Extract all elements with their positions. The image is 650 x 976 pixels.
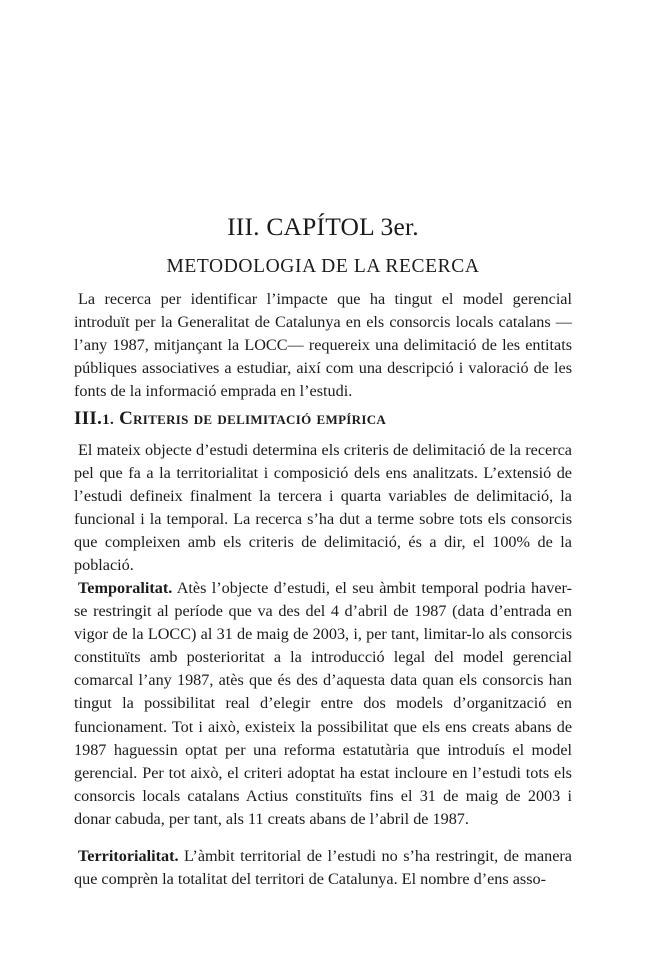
section-heading: [74, 408, 572, 430]
temporalitat-paragraph: [74, 577, 572, 831]
section-paragraph: El mateix objecte d’estudi determina els criteris de delimitació de la recerca pel que fa a la territorialitat i composició dels ens analitzats. L’extensió de l’estudi defineix finalment la tercera i quarta variables de delimitació, la funcional i la temporal. La recerca s’ha dut a terme sobre tots els consorcis que compleixen amb els criteris de delimitació, és a dir, el 100% de la població.: [74, 441, 572, 575]
territorialitat-paragraph: [74, 845, 572, 891]
intro-paragraph: La recerca per identificar l’impacte que ha tingut el model gerencial introduït per la Generalitat de Catalunya en els consorcis locals catalans —l’any 1987, mitjançant la LOCC— requereix una delimitació de les entitats públiques associatives a estudiar, així com una descripció i valoració de les fonts de la informació emprada en l’estudi.: [74, 290, 572, 401]
section-number-prefix: III.: [74, 408, 103, 429]
section-title: Criteris de delimitació empírica: [119, 408, 387, 429]
chapter-title: III. CAPÍTOL 3er.: [227, 212, 419, 241]
territorialitat-text: L’àmbit territorial de l’estudi no s’ha restringit, de manera que comprèn la totalitat del territori de Catalunya. El nombre d’ens asso-: [74, 847, 572, 889]
chapter-subtitle: METODOLOGIA DE LA RECERCA: [166, 256, 480, 277]
territorialitat-lead: Territorialitat.: [78, 847, 179, 865]
temporalitat-text: Atès l’objecte d’estudi, el seu àmbit temporal podria haver-se restringit al període que va des del 4 d’abril de 1987 (data d’entrada en vigor de la LOCC) al 31 de maig de 2003, i, per tant, limitar-lo als consorcis constituïts amb posterioritat a la introducció legal del model gerencial comarcal l’any 1987, atès que és des d’aquesta data quan els consorcis han tingut la possibilitat real d’elegir entre dos models d’organització en funcionament. Tot i això, existeix la possibilitat que els ens creats abans de 1987 haguessin optat per una reforma estatutària que introduís el model gerencial. Per tot això, el criteri adoptat ha estat incloure en l’estudi tots els consorcis locals catalans Actius constituïts fins el 31 de maig de 2003 i donar cabuda, per tant, als 11 creats abans de l’abril de 1987.: [74, 579, 572, 828]
section-number: 1.: [102, 412, 114, 428]
temporalitat-lead: Temporalitat.: [78, 579, 173, 597]
